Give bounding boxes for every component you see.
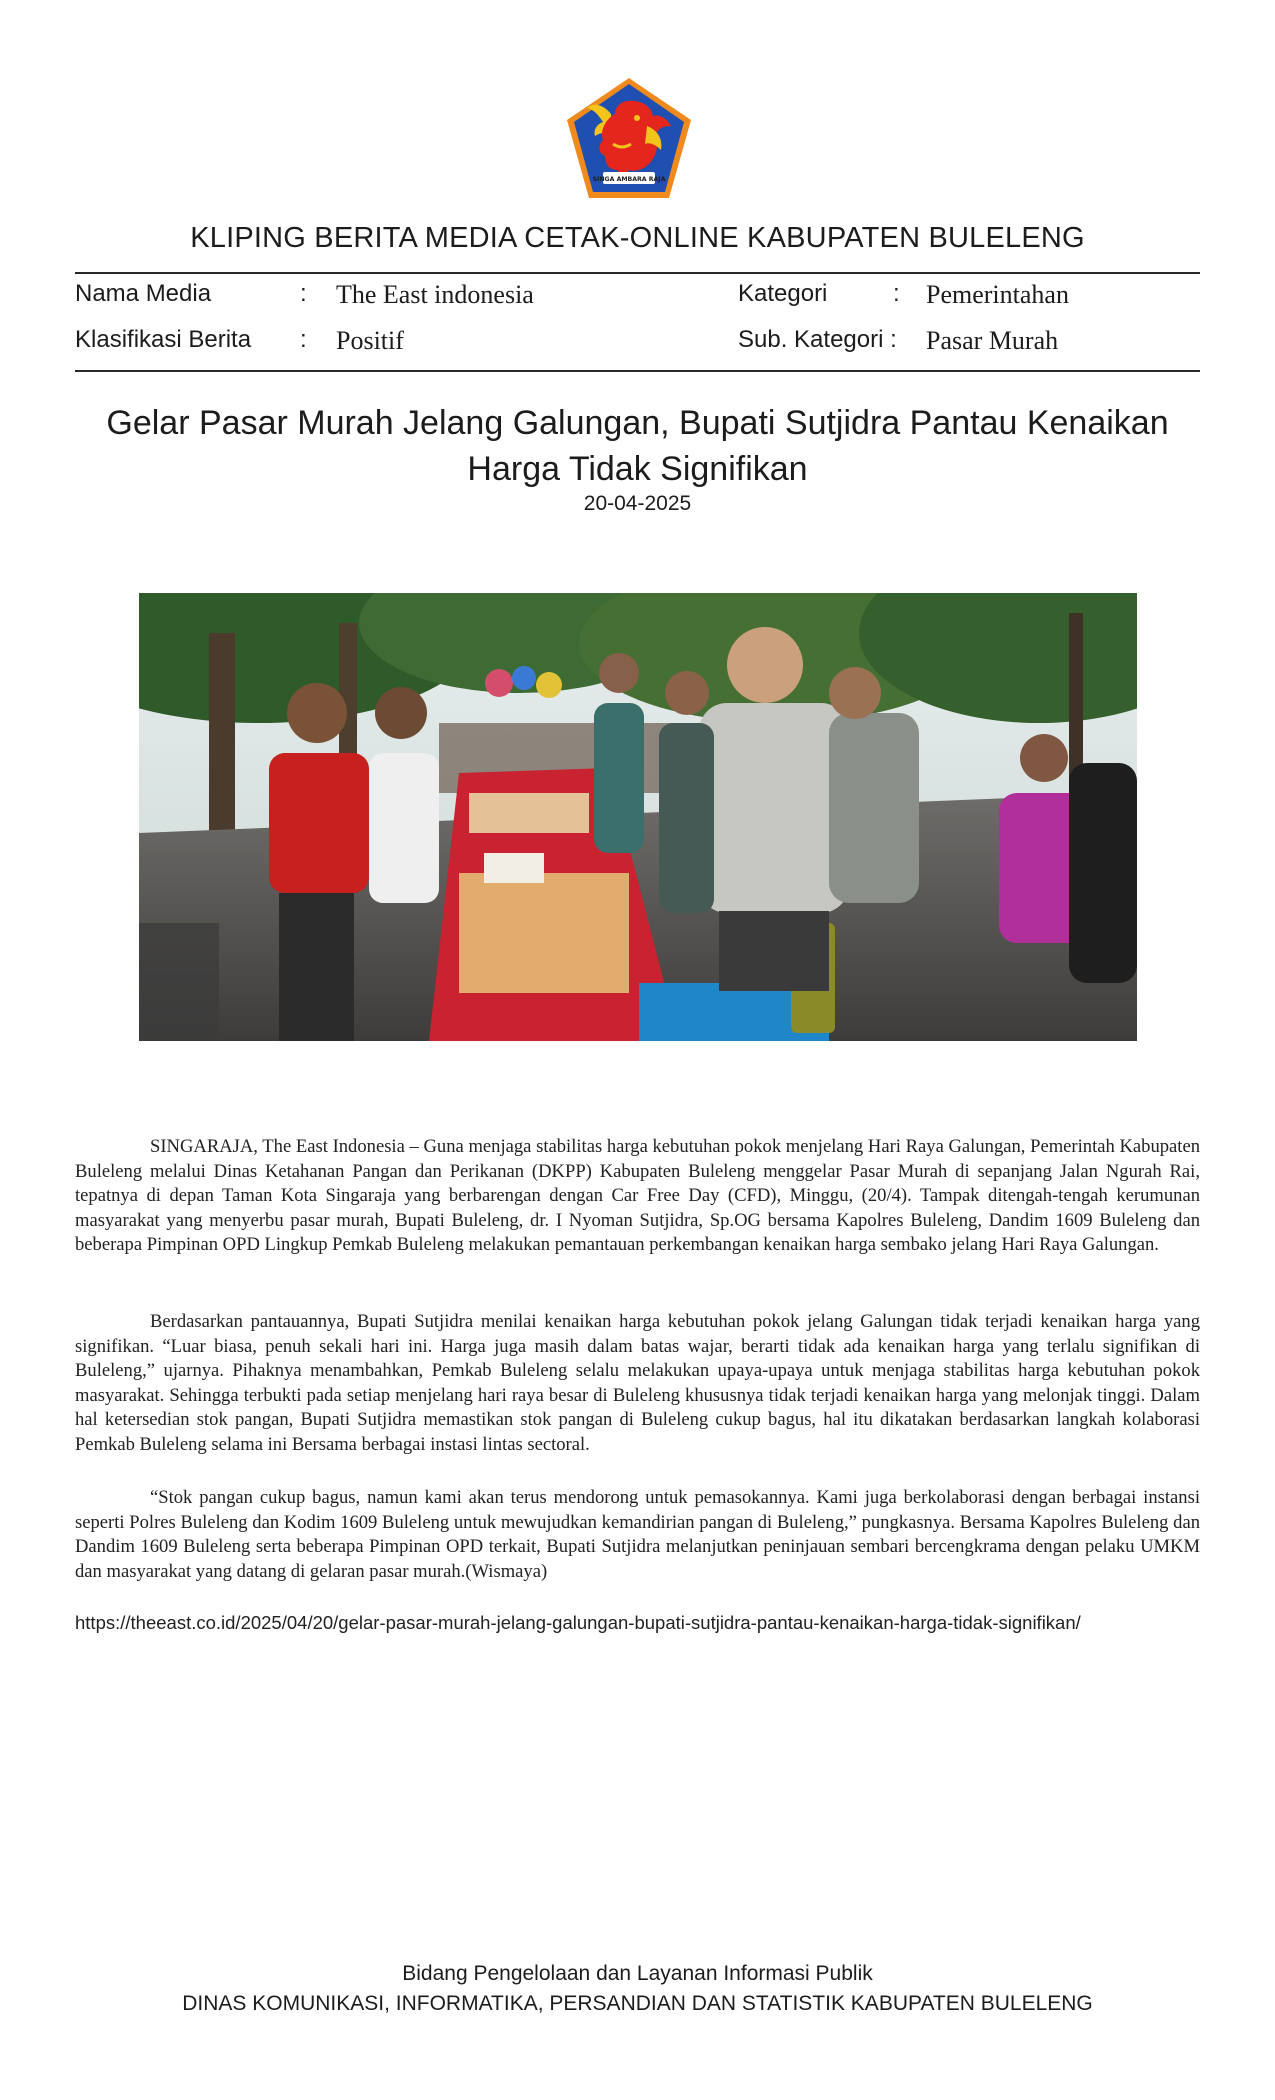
nama-media-colon: : [300, 280, 307, 307]
headline-line-1: Gelar Pasar Murah Jelang Galungan, Bupati Sutjidra Pantau Kenaikan [106, 404, 1169, 442]
logo-motto: SINGA AMBARA RAJA [592, 176, 666, 183]
sub-kategori-value: Pasar Murah [926, 326, 1059, 355]
headline-line-2: Harga Tidak Signifikan [467, 450, 808, 488]
source-url-link[interactable]: https://theeast.co.id/2025/04/20/gelar-pasar-murah-jelang-galungan-bupati-sutjidra-pantau-kenaikan-harga-tidak-signifikan/ [75, 1612, 1081, 1633]
article-photo [139, 593, 1137, 1041]
nama-media-label: Nama Media [75, 280, 212, 307]
footer-agency: DINAS KOMUNIKASI, INFORMATIKA, PERSANDIAN DAN STATISTIK KABUPATEN BULELENG [182, 1992, 1093, 2015]
nama-media-value: The East indonesia [336, 280, 534, 309]
kategori-label: Kategori [738, 280, 828, 307]
klasifikasi-colon: : [300, 326, 307, 353]
top-divider [75, 272, 1200, 274]
kategori-colon: : [893, 280, 900, 307]
article-date: 20-04-2025 [583, 492, 692, 515]
bottom-divider [75, 370, 1200, 372]
article-paragraph-3: “Stok pangan cukup bagus, namun kami akan terus mendorong untuk pemasokannya. Kami juga berkolaborasi dengan berbagai instansi seperti Polres Buleleng dan Kodim 1609 Buleleng untuk mewujudkan kemandirian pangan di Buleleng,” pungkasnya. Bersama Kapolres Buleleng dan Dandim 1609 Buleleng serta beberapa Pimpinan OPD terkait, Bupati Sutjidra melanjutkan peninjauan sembari bercengkrama dengan pelaku UMKM dan masyarakat yang datang di gelaran pasar murah.(Wismaya) [75, 1487, 1200, 1582]
market-scene-image [139, 593, 1137, 1041]
article-paragraph-1: SINGARAJA, The East Indonesia – Guna menjaga stabilitas harga kebutuhan pokok menjelang Hari Raya Galungan, Pemerintah Kabupaten Buleleng melalui Dinas Ketahanan Pangan dan Perikanan (DKPP) Kabupaten Buleleng menggelar Pasar Murah di sepanjang Jalan Ngurah Rai, tepatnya di depan Taman Kota Singaraja yang berbarengan dengan Car Free Day (CFD), Minggu, (20/4). Tampak ditengah-tengah kerumunan masyarakat yang menyerbu pasar murah, Bupati Buleleng, dr. I Nyoman Sutjidra, Sp.OG bersama Kapolres Buleleng, Dandim 1609 Buleleng dan beberapa Pimpinan OPD Lingkup Pemkab Buleleng melakukan pemantauan perkembangan kenaikan harga sembako jelang Hari Raya Galungan. [75, 1136, 1200, 1256]
article-paragraph-2: Berdasarkan pantauannya, Bupati Sutjidra menilai kenaikan harga kebutuhan pokok jelang Galungan tidak terjadi kenaikan harga yang signifikan. “Luar biasa, penuh sekali hari ini. Harga juga masih dalam batas wajar, berarti tidak ada kenaikan harga yang terlalu signifikan di Buleleng,” ujarnya. Pihaknya menambahkan, Pemkab Buleleng selalu melakukan upaya-upaya untuk menjaga stabilitas harga kebutuhan pokok masyarakat. Sehingga terbukti pada setiap menjelang hari raya besar di Buleleng khususnya tidak terjadi kenaikan harga yang melonjak tinggi. Dalam hal ketersedian stok pangan, Bupati Sutjidra memastikan stok pangan di Buleleng cukup bagus, hal itu dikatakan berdasarkan langkah kolaborasi Pemkab Buleleng selama ini Bersama berbagai instasi lintas sectoral. [75, 1311, 1200, 1455]
emblem-icon [563, 74, 695, 202]
klasifikasi-label: Klasifikasi Berita [75, 326, 252, 353]
sub-kategori-label: Sub. Kategori : [738, 326, 897, 353]
article-headline [75, 400, 1200, 492]
kliping-title: KLIPING BERITA MEDIA CETAK-ONLINE KABUPATEN BULELENG [190, 222, 1085, 254]
kategori-value: Pemerintahan [926, 280, 1069, 309]
buleleng-emblem-logo [563, 74, 695, 202]
klasifikasi-value: Positif [336, 326, 404, 355]
footer-department: Bidang Pengelolaan dan Layanan Informasi Publik [402, 1962, 873, 1985]
